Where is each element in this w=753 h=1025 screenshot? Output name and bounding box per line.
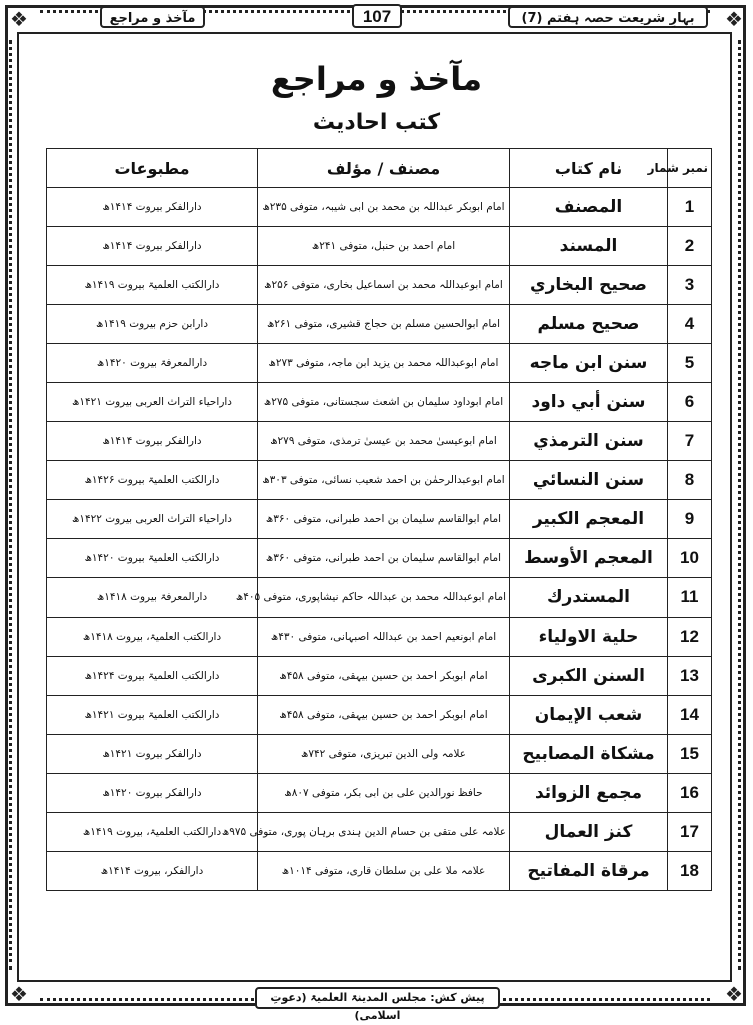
book-name: السنن الكبرى xyxy=(510,656,668,695)
table-row xyxy=(47,344,712,383)
publisher-name: دارالمعرفۃ بیروت ۱۴۲۰ھ xyxy=(47,344,258,383)
row-number: 17 xyxy=(668,812,712,851)
page-title: مآخذ و مراجع xyxy=(270,60,483,98)
header-section-title: مآخذ و مراجع xyxy=(100,6,205,28)
author-name: امام ابوعبداللہ محمد بن عبداللہ حاکم نیشاپوری، متوفی ۴۰۵ھ xyxy=(258,578,510,617)
row-number: 15 xyxy=(668,734,712,773)
author-name: علامہ علی متقی بن حسام الدین ہندی برہان پوری، متوفی ۹۷۵ھ xyxy=(258,812,510,851)
book-name: مجمع الزوائد xyxy=(510,773,668,812)
row-number: 10 xyxy=(668,539,712,578)
author-name: امام ابوعبداللہ محمد بن اسماعیل بخاری، متوفی ۲۵۶ھ xyxy=(258,266,510,305)
author-name: علامہ ملا علی بن سلطان قاری، متوفی ۱۰۱۴ھ xyxy=(258,851,510,890)
table-row xyxy=(47,266,712,305)
row-number: 8 xyxy=(668,461,712,500)
table-header-row xyxy=(47,149,712,188)
table-row xyxy=(47,383,712,422)
book-name: سنن ابن ماجه xyxy=(510,344,668,383)
header-publisher: مطبوعات xyxy=(47,149,258,188)
table-row xyxy=(47,656,712,695)
author-name: امام ابوالقاسم سلیمان بن احمد طبرانی، متوفی ۳۶۰ھ xyxy=(258,539,510,578)
book-name: كنز العمال xyxy=(510,812,668,851)
row-number: 14 xyxy=(668,695,712,734)
table-row xyxy=(47,500,712,539)
book-name: صحيح البخاري xyxy=(510,266,668,305)
author-name: امام ابوالقاسم سلیمان بن احمد طبرانی، متوفی ۳۶۰ھ xyxy=(258,500,510,539)
dotted-border-left xyxy=(9,40,12,970)
corner-ornament-icon: ❖ xyxy=(725,7,743,31)
publisher-name: دارالکتب العلمیۃ بیروت ۱۴۲۱ھ xyxy=(47,695,258,734)
publisher-name: دارالکتب العلمیۃ بیروت ۱۴۲۰ھ xyxy=(47,539,258,578)
book-name: مرقاة المفاتيح xyxy=(510,851,668,890)
row-number: 2 xyxy=(668,227,712,266)
author-name: امام ابوعیسیٰ محمد بن عیسیٰ ترمذی، متوفی ۲۷۹ھ xyxy=(258,422,510,461)
table-body xyxy=(47,188,712,891)
corner-ornament-icon: ❖ xyxy=(725,982,743,1006)
row-number: 4 xyxy=(668,305,712,344)
row-number: 1 xyxy=(668,188,712,227)
row-number: 13 xyxy=(668,656,712,695)
author-name: امام ابوداود سلیمان بن اشعث سجستانی، متوفی ۲۷۵ھ xyxy=(258,383,510,422)
author-name: امام ابوعبداللہ محمد بن یزید ابن ماجہ، متوفی ۲۷۳ھ xyxy=(258,344,510,383)
header-book: نام کتاب xyxy=(510,149,668,188)
row-number: 5 xyxy=(668,344,712,383)
book-name: شعب الإيمان xyxy=(510,695,668,734)
publisher-name: دارالفکر بیروت ۱۴۲۱ھ xyxy=(47,734,258,773)
corner-ornament-icon: ❖ xyxy=(10,982,28,1006)
dotted-border-right xyxy=(738,40,741,970)
book-name: المستدرك xyxy=(510,578,668,617)
row-number: 3 xyxy=(668,266,712,305)
book-name: المسند xyxy=(510,227,668,266)
book-name: سنن أبي داود xyxy=(510,383,668,422)
author-name: امام ابوبکر عبداللہ بن محمد بن ابی شیبہ، متوفی ۲۳۵ھ xyxy=(258,188,510,227)
book-name: سنن النسائي xyxy=(510,461,668,500)
table-row xyxy=(47,305,712,344)
table-row xyxy=(47,812,712,851)
author-name: امام احمد بن حنبل، متوفی ۲۴۱ھ xyxy=(258,227,510,266)
references-table xyxy=(46,148,712,891)
publisher-name: دارالفکر بیروت ۱۴۱۴ھ xyxy=(47,227,258,266)
footer-publisher: پیش کش: مجلس المدینۃ العلمیۃ (دعوتِ اسلامی) xyxy=(255,987,500,1009)
table-row xyxy=(47,188,712,227)
publisher-name: دارابن حزم بیروت ۱۴۱۹ھ xyxy=(47,305,258,344)
publisher-name: دارالکتب العلمیۃ بیروت ۱۴۱۹ھ xyxy=(47,266,258,305)
book-name: صحيح مسلم xyxy=(510,305,668,344)
corner-ornament-icon: ❖ xyxy=(10,7,28,31)
publisher-name: دارالکتب العلمیۃ بیروت ۱۴۲۶ھ xyxy=(47,461,258,500)
publisher-name: دارالفکر بیروت ۱۴۱۴ھ xyxy=(47,422,258,461)
header-serial: نمبر شمار xyxy=(668,149,712,188)
author-name: امام ابوالحسین مسلم بن حجاج قشیری، متوفی ۲۶۱ھ xyxy=(258,305,510,344)
page-subtitle: کتب احادیث xyxy=(312,110,441,135)
header-book-title: بہارِ شریعت حصہ ہفتم (7) xyxy=(508,6,708,28)
header-author: مصنف / مؤلف xyxy=(258,149,510,188)
table-row xyxy=(47,851,712,890)
page-number: 107 xyxy=(352,4,402,28)
row-number: 7 xyxy=(668,422,712,461)
publisher-name: دارالکتب العلمیۃ، بیروت ۱۴۱۹ھ xyxy=(47,812,258,851)
book-name: المصنف xyxy=(510,188,668,227)
book-name: مشكاة المصابيح xyxy=(510,734,668,773)
row-number: 6 xyxy=(668,383,712,422)
table-row xyxy=(47,617,712,656)
book-name: المعجم الأوسط xyxy=(510,539,668,578)
table-row xyxy=(47,734,712,773)
table-row xyxy=(47,461,712,500)
book-name: المعجم الكبير xyxy=(510,500,668,539)
table-row xyxy=(47,539,712,578)
publisher-name: دارالکتب العلمیۃ، بیروت ۱۴۱۸ھ xyxy=(47,617,258,656)
author-name: حافظ نورالدین علی بن ابی بکر، متوفی ۸۰۷ھ xyxy=(258,773,510,812)
table-row xyxy=(47,773,712,812)
author-name: علامہ ولی الدین تبریزی، متوفی ۷۴۲ھ xyxy=(258,734,510,773)
author-name: امام ابونعیم احمد بن عبداللہ اصبہانی، متوفی ۴۳۰ھ xyxy=(258,617,510,656)
publisher-name: دارالفکر بیروت ۱۴۲۰ھ xyxy=(47,773,258,812)
table-row xyxy=(47,422,712,461)
table-row xyxy=(47,695,712,734)
publisher-name: دارالفکر بیروت ۱۴۱۴ھ xyxy=(47,188,258,227)
row-number: 12 xyxy=(668,617,712,656)
table-row xyxy=(47,227,712,266)
publisher-name: دارالفکر، بیروت ۱۴۱۴ھ xyxy=(47,851,258,890)
author-name: امام ابوبکر احمد بن حسین بیہقی، متوفی ۴۵۸ھ xyxy=(258,656,510,695)
author-name: امام ابوعبدالرحمٰن بن احمد شعیب نسائی، متوفی ۳۰۳ھ xyxy=(258,461,510,500)
publisher-name: داراحیاء التراث العربی بیروت ۱۴۲۱ھ xyxy=(47,383,258,422)
table-row xyxy=(47,578,712,617)
row-number: 11 xyxy=(668,578,712,617)
publisher-name: داراحیاء التراث العربی بیروت ۱۴۲۲ھ xyxy=(47,500,258,539)
row-number: 16 xyxy=(668,773,712,812)
book-name: سنن الترمذي xyxy=(510,422,668,461)
publisher-name: دارالمعرفۃ بیروت ۱۴۱۸ھ xyxy=(47,578,258,617)
row-number: 9 xyxy=(668,500,712,539)
publisher-name: دارالکتب العلمیۃ بیروت ۱۴۲۴ھ xyxy=(47,656,258,695)
author-name: امام ابوبکر احمد بن حسین بیہقی، متوفی ۴۵۸ھ xyxy=(258,695,510,734)
book-name: حلية الاولياء xyxy=(510,617,668,656)
row-number: 18 xyxy=(668,851,712,890)
